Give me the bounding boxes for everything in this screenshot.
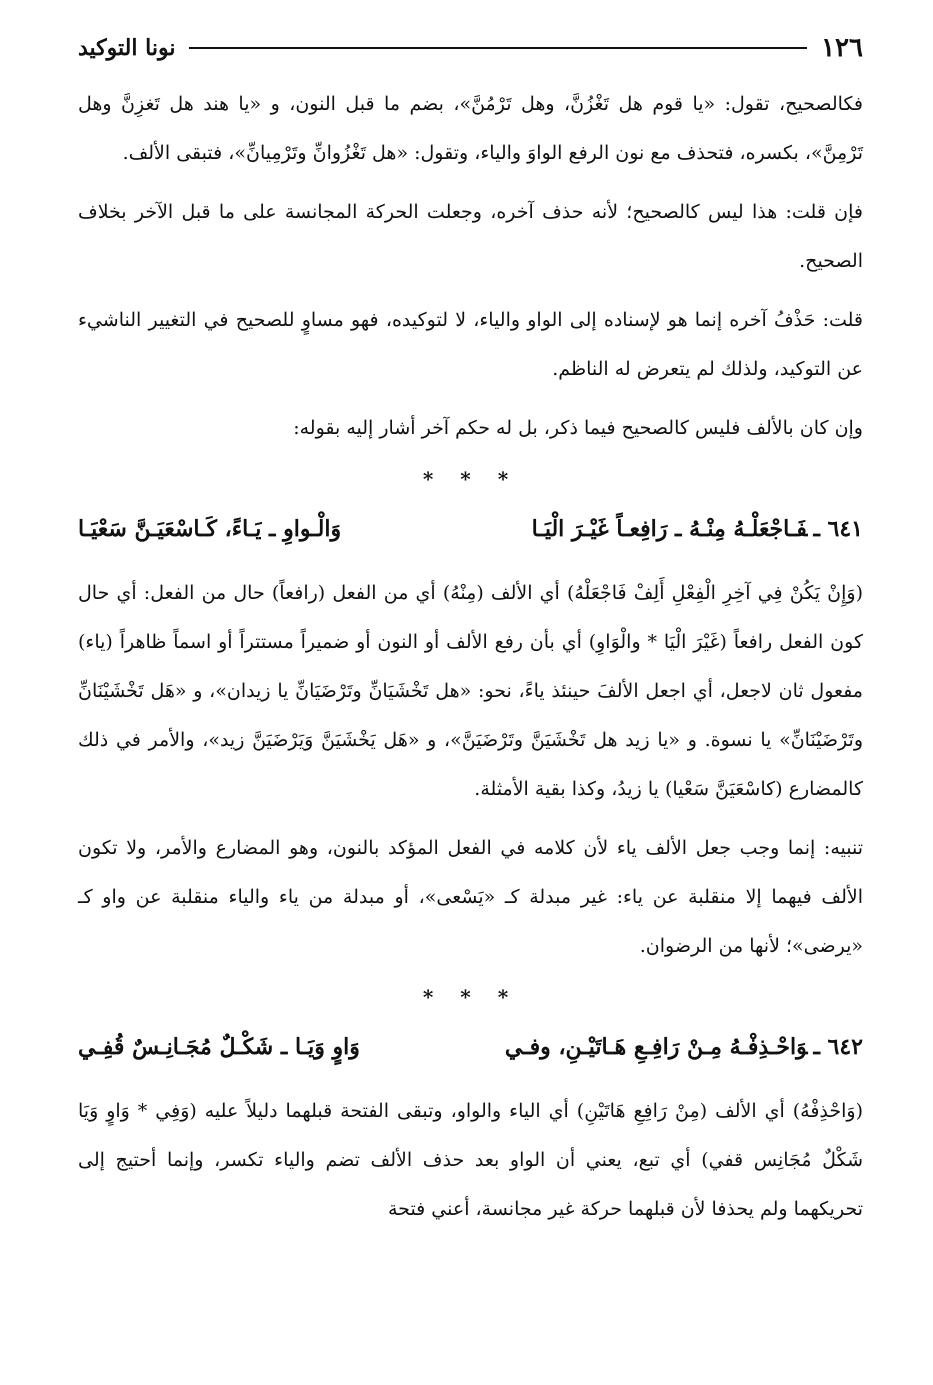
paragraph: قلت: حَذْفُ آخره إنما هو لإسناده إلى الواو والياء، لا لتوكيده، فهو مساوٍ للصحيح في التغيير الناشيء عن التوكيد، ولذلك لم يتعرض له الناظم. (78, 309, 863, 380)
header-rule (189, 47, 807, 49)
verse-641 (78, 505, 863, 553)
paragraph: فكالصحيح، تقول: «يا قوم هل تَغْزُنَّ، وهل تَرْمُنَّ»، بضم ما قبل النون، و «يا هند هل تَغزِنَّ وهل تَرْمِنَّ»، بكسره، فتحذف مع نون الرفع الواوَ والياء، وتقول: «هل تَغْزُوانِّ وتَرْمِيانِّ»، فتبقى الألف. (78, 93, 863, 164)
running-header (78, 28, 863, 68)
paragraph: (وَإِنْ يَكُنْ فِي آخِرِ الْفِعْلِ أَلِفْ فَاجْعَلْهُ) أي الألف (مِنْهُ) أي من الفعل (رافعاً) حال من الفعل: أي حال كون الفعل رافعاً (غَيْرَ الْيَا * والْوَاوِ) أي بأن رفع الألف أو النون أو ضميراً مستتراً أو اسماً ظاهراً (ياء) مفعول ثان لاجعل، أي اجعل الألفَ حينئذ ياءً، نحو: «هل تَخْشَيَانِّ وتَرْضَيَانِّ يا زيدان»، و «هَل تَخْشَيْنَانِّ وتَرْضَيْنَانِّ» يا نسوة. و «يا زيد هل تَخْشَيَنَّ وتَرْضَيَنَّ»، و «هَل يَخْشَيَنَّ وَيَرْضَيَنَّ زيد»، والأمر في ذلك كالمضارع (كاسْعَيَنَّ سَعْيا) يا زيدُ، وكذا بقية الأمثلة. (78, 582, 863, 800)
verse-642 (78, 1023, 863, 1071)
note-paragraph: تنبيه: إنما وجب جعل الألف ياء لأن كلامه في الفعل المؤكد بالنون، وهو المضارع والأمر، ولا تكون الألف فيهما إلا منقلبة عن ياء: غير مبدلة كـ «يَسْعى»، أو مبدلة من ياء والياء منقلبة عن واو كـ «يرضى»؛ لأنها من الرضوان. (78, 837, 863, 957)
verse-hemistich-second: وَالْـواوِ ـ يَـاءً، كَـاسْعَيَـنَّ سَعْيَـا (78, 516, 342, 542)
paragraph: فإن قلت: هذا ليس كالصحيح؛ لأنه حذف آخره، وجعلت الحركة المجانسة على ما قبل الآخر بخلاف الصحيح. (78, 201, 863, 272)
paragraph: (وَاحْذِفْهُ) أي الألف (مِنْ رَافِعِ هَاتَيْنِ) أي الياء والواو، وتبقى الفتحة قبلهما دليلاً عليه (وَفِي * وَاوٍ وَيَا شَكْلٌ مُجَانِس قفي) أي تبع، يعني أن الواو بعد حذف الألف تضم والياء تكسر، وإنما أحتيج إلى تحريكهما ولم يحذفا لأن قبلهما حركة غير مجانسة، أعني فتحة (78, 1100, 863, 1220)
section-separator: * * * (422, 985, 519, 1009)
verse-text: فَـاجْعَلْـهُ مِنْـهُ ـ رَافِعـاً غَيْـرَ الْيَـا (531, 516, 808, 542)
verse-hemistich-first (505, 1023, 863, 1071)
paragraph: وإن كان بالألف فليس كالصحيح فيما ذكر، بل له حكم آخر أشار إليه بقوله: (293, 417, 863, 439)
verse-hemistich-second: وَاوٍ وَيَـا ـ شَكْـلٌ مُجَـانِـسٌ قُفِـي (78, 1034, 360, 1060)
verse-number: ٦٤١ ـ (813, 516, 863, 542)
verse-number: ٦٤٢ ـ (813, 1034, 863, 1060)
page-number: ١٢٦ (821, 33, 863, 63)
section-separator: * * * (422, 467, 519, 491)
verse-text: وَاحْـذِفْـهُ مِـنْ رَافِـعِ هَـاتَيْـنِ، وفـي (504, 1034, 808, 1060)
running-title: نونا التوكيد (78, 35, 176, 61)
verse-hemistich-first (532, 505, 863, 553)
